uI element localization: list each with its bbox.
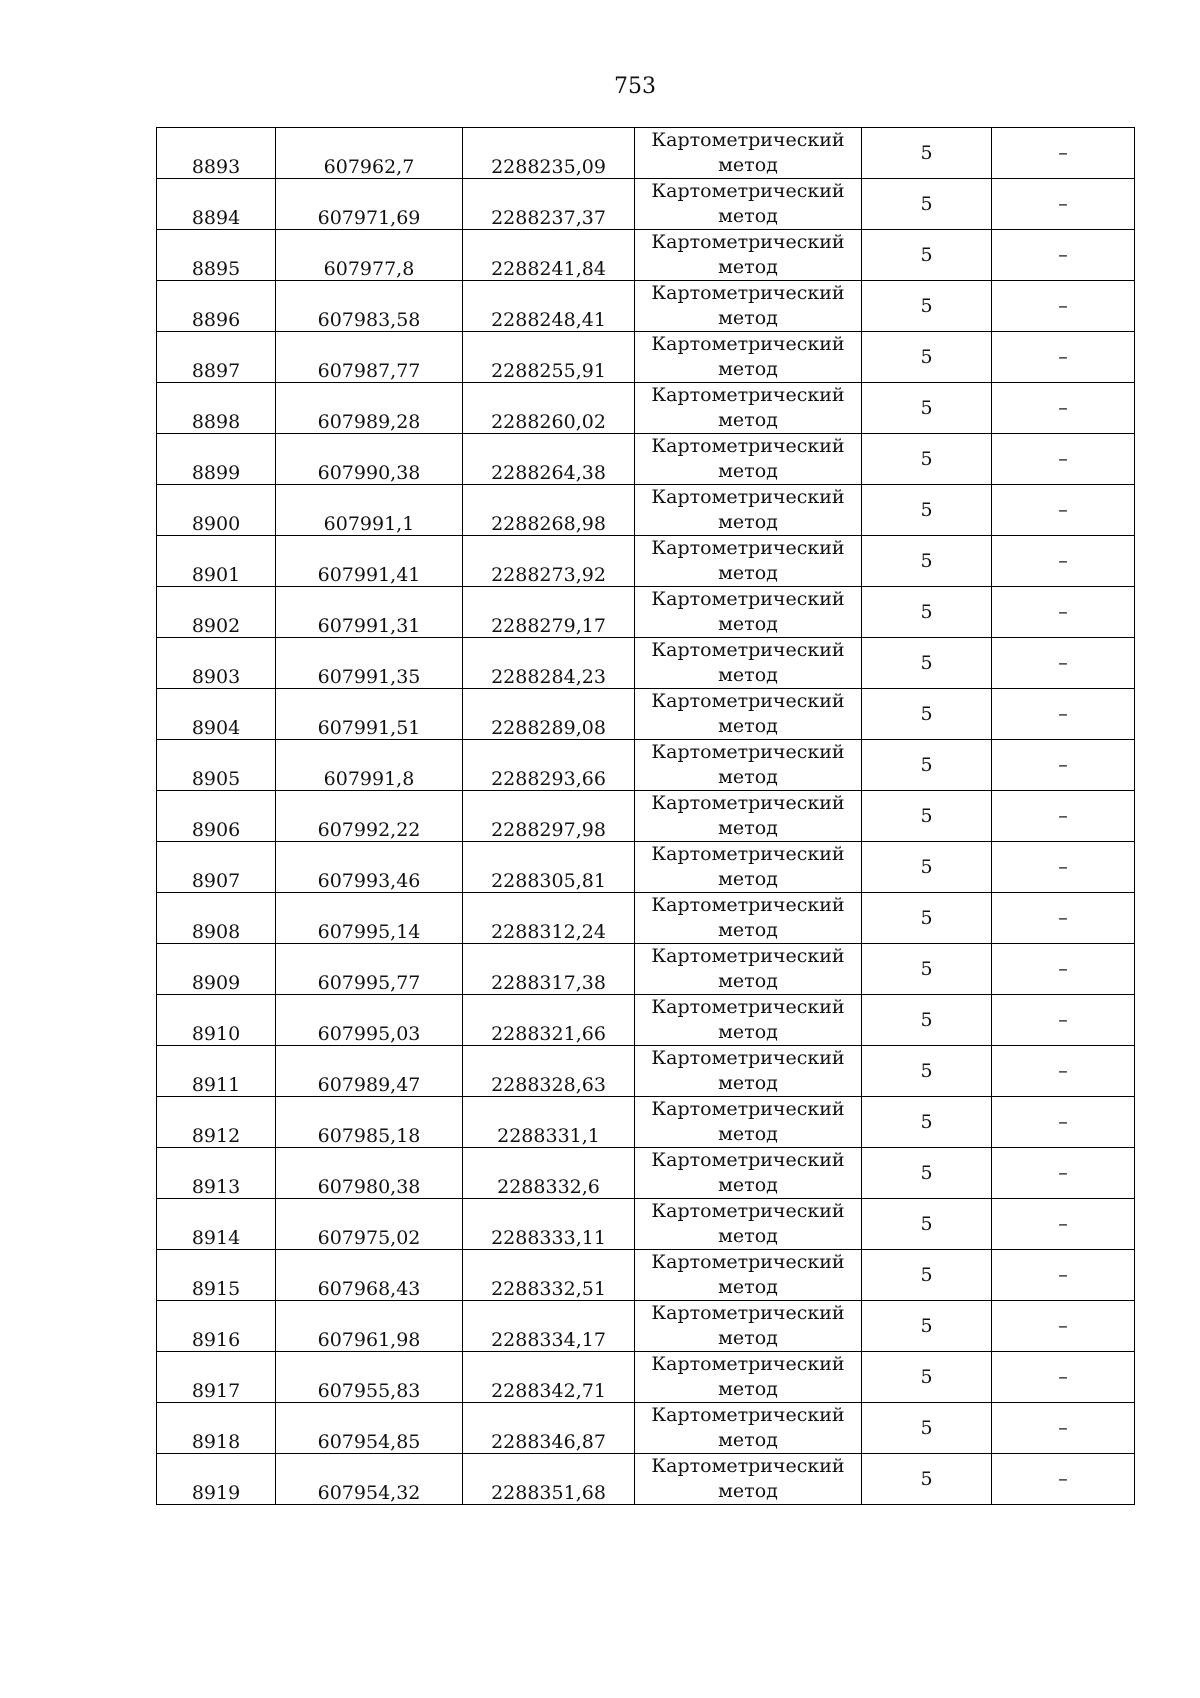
method-line-1: Картометрический [651,1200,845,1222]
x-coordinate-cell: 607993,46 [276,842,463,893]
table-row [157,1097,1135,1148]
point-number-cell: 8913 [157,1148,276,1199]
x-coordinate-cell: 607991,51 [276,689,463,740]
method-cell [635,128,862,179]
method-line-1: Картометрический [651,690,845,712]
y-coordinate-cell: 2288305,81 [463,842,635,893]
method-line-2: метод [718,307,778,329]
note-cell: – [992,434,1135,485]
table-row [157,995,1135,1046]
method-line-2: метод [718,1225,778,1247]
method-line-2: метод [718,1327,778,1349]
method-line-2: метод [718,868,778,890]
point-number-cell: 8903 [157,638,276,689]
x-coordinate-cell: 607980,38 [276,1148,463,1199]
method-line-2: метод [718,919,778,941]
y-coordinate-cell: 2288284,23 [463,638,635,689]
accuracy-cell: 5 [862,1301,992,1352]
x-coordinate-cell: 607990,38 [276,434,463,485]
note-cell: – [992,1454,1135,1505]
method-cell [635,689,862,740]
method-line-1: Картометрический [651,1251,845,1273]
note-cell: – [992,1250,1135,1301]
table-row [157,1403,1135,1454]
note-cell: – [992,1301,1135,1352]
x-coordinate-cell: 607954,32 [276,1454,463,1505]
table-row [157,689,1135,740]
x-coordinate-cell: 607991,31 [276,587,463,638]
table-row [157,1301,1135,1352]
method-cell [635,791,862,842]
point-number-cell: 8910 [157,995,276,1046]
x-coordinate-cell: 607992,22 [276,791,463,842]
note-cell: – [992,536,1135,587]
method-line-2: метод [718,154,778,176]
method-line-1: Картометрический [651,486,845,508]
method-line-1: Картометрический [651,945,845,967]
method-line-1: Картометрический [651,333,845,355]
table-row [157,434,1135,485]
point-number-cell: 8896 [157,281,276,332]
point-number-cell: 8904 [157,689,276,740]
method-line-2: метод [718,1174,778,1196]
method-cell [635,842,862,893]
table-row [157,842,1135,893]
y-coordinate-cell: 2288255,91 [463,332,635,383]
method-line-2: метод [718,715,778,737]
method-cell [635,638,862,689]
accuracy-cell: 5 [862,128,992,179]
point-number-cell: 8919 [157,1454,276,1505]
table-row [157,1352,1135,1403]
method-line-1: Картометрический [651,231,845,253]
table-row [157,332,1135,383]
method-cell [635,485,862,536]
x-coordinate-cell: 607977,8 [276,230,463,281]
accuracy-cell: 5 [862,740,992,791]
point-number-cell: 8917 [157,1352,276,1403]
x-coordinate-cell: 607989,28 [276,383,463,434]
note-cell: – [992,842,1135,893]
note-cell: – [992,1403,1135,1454]
accuracy-cell: 5 [862,842,992,893]
y-coordinate-cell: 2288279,17 [463,587,635,638]
note-cell: – [992,944,1135,995]
y-coordinate-cell: 2288268,98 [463,485,635,536]
method-cell [635,383,862,434]
point-number-cell: 8911 [157,1046,276,1097]
note-cell: – [992,332,1135,383]
table-row [157,383,1135,434]
method-cell [635,1046,862,1097]
method-line-1: Картометрический [651,1302,845,1324]
method-line-1: Картометрический [651,180,845,202]
note-cell: – [992,587,1135,638]
point-number-cell: 8907 [157,842,276,893]
table-row [157,230,1135,281]
method-cell [635,1097,862,1148]
y-coordinate-cell: 2288289,08 [463,689,635,740]
table-row [157,791,1135,842]
y-coordinate-cell: 2288328,63 [463,1046,635,1097]
x-coordinate-cell: 607985,18 [276,1097,463,1148]
table-row [157,1046,1135,1097]
note-cell: – [992,791,1135,842]
method-line-1: Картометрический [651,1353,845,1375]
x-coordinate-cell: 607961,98 [276,1301,463,1352]
note-cell: – [992,638,1135,689]
accuracy-cell: 5 [862,383,992,434]
method-cell [635,179,862,230]
point-number-cell: 8900 [157,485,276,536]
x-coordinate-cell: 607995,03 [276,995,463,1046]
method-cell [635,281,862,332]
method-line-1: Картометрический [651,1149,845,1171]
y-coordinate-cell: 2288235,09 [463,128,635,179]
method-line-2: метод [718,664,778,686]
method-cell [635,740,862,791]
y-coordinate-cell: 2288332,6 [463,1148,635,1199]
x-coordinate-cell: 607955,83 [276,1352,463,1403]
accuracy-cell: 5 [862,587,992,638]
point-number-cell: 8894 [157,179,276,230]
accuracy-cell: 5 [862,1352,992,1403]
y-coordinate-cell: 2288264,38 [463,434,635,485]
x-coordinate-cell: 607991,35 [276,638,463,689]
accuracy-cell: 5 [862,893,992,944]
method-line-2: метод [718,460,778,482]
table-row [157,179,1135,230]
y-coordinate-cell: 2288248,41 [463,281,635,332]
method-line-1: Картометрический [651,639,845,661]
method-line-2: метод [718,1123,778,1145]
y-coordinate-cell: 2288321,66 [463,995,635,1046]
y-coordinate-cell: 2288297,98 [463,791,635,842]
note-cell: – [992,485,1135,536]
note-cell: – [992,1352,1135,1403]
x-coordinate-cell: 607987,77 [276,332,463,383]
point-number-cell: 8906 [157,791,276,842]
note-cell: – [992,689,1135,740]
y-coordinate-cell: 2288331,1 [463,1097,635,1148]
method-line-2: метод [718,1021,778,1043]
x-coordinate-cell: 607962,7 [276,128,463,179]
method-line-1: Картометрический [651,384,845,406]
y-coordinate-cell: 2288334,17 [463,1301,635,1352]
point-number-cell: 8899 [157,434,276,485]
table-row [157,485,1135,536]
y-coordinate-cell: 2288241,84 [463,230,635,281]
x-coordinate-cell: 607991,8 [276,740,463,791]
point-number-cell: 8916 [157,1301,276,1352]
accuracy-cell: 5 [862,1046,992,1097]
x-coordinate-cell: 607975,02 [276,1199,463,1250]
accuracy-cell: 5 [862,1454,992,1505]
table-row [157,638,1135,689]
method-line-1: Картометрический [651,1047,845,1069]
method-line-1: Картометрический [651,792,845,814]
method-line-2: метод [718,409,778,431]
table-row [157,893,1135,944]
accuracy-cell: 5 [862,1403,992,1454]
point-number-cell: 8918 [157,1403,276,1454]
table-row [157,740,1135,791]
table-row [157,944,1135,995]
method-line-1: Картометрический [651,1404,845,1426]
y-coordinate-cell: 2288342,71 [463,1352,635,1403]
y-coordinate-cell: 2288293,66 [463,740,635,791]
note-cell: – [992,740,1135,791]
point-number-cell: 8914 [157,1199,276,1250]
method-line-2: метод [718,256,778,278]
y-coordinate-cell: 2288312,24 [463,893,635,944]
table-row [157,128,1135,179]
accuracy-cell: 5 [862,485,992,536]
method-line-2: метод [718,970,778,992]
method-line-1: Картометрический [651,129,845,151]
note-cell: – [992,281,1135,332]
note-cell: – [992,128,1135,179]
note-cell: – [992,1148,1135,1199]
method-line-2: метод [718,817,778,839]
point-number-cell: 8898 [157,383,276,434]
method-line-1: Картометрический [651,843,845,865]
point-number-cell: 8897 [157,332,276,383]
page-number: 753 [614,74,656,99]
point-number-cell: 8908 [157,893,276,944]
point-number-cell: 8895 [157,230,276,281]
note-cell: – [992,1199,1135,1250]
x-coordinate-cell: 607954,85 [276,1403,463,1454]
method-cell [635,995,862,1046]
method-cell [635,1352,862,1403]
y-coordinate-cell: 2288237,37 [463,179,635,230]
method-cell [635,434,862,485]
coordinates-table [156,127,1135,1505]
table-row [157,1199,1135,1250]
x-coordinate-cell: 607968,43 [276,1250,463,1301]
method-line-2: метод [718,1276,778,1298]
method-line-2: метод [718,1378,778,1400]
method-cell [635,332,862,383]
method-cell [635,1148,862,1199]
y-coordinate-cell: 2288317,38 [463,944,635,995]
accuracy-cell: 5 [862,944,992,995]
method-cell [635,536,862,587]
method-line-2: метод [718,511,778,533]
y-coordinate-cell: 2288273,92 [463,536,635,587]
point-number-cell: 8905 [157,740,276,791]
note-cell: – [992,1046,1135,1097]
table-row [157,1454,1135,1505]
point-number-cell: 8915 [157,1250,276,1301]
accuracy-cell: 5 [862,1250,992,1301]
accuracy-cell: 5 [862,1148,992,1199]
accuracy-cell: 5 [862,536,992,587]
note-cell: – [992,995,1135,1046]
point-number-cell: 8912 [157,1097,276,1148]
method-cell [635,230,862,281]
x-coordinate-cell: 607991,1 [276,485,463,536]
point-number-cell: 8902 [157,587,276,638]
method-cell [635,1199,862,1250]
y-coordinate-cell: 2288346,87 [463,1403,635,1454]
x-coordinate-cell: 607989,47 [276,1046,463,1097]
method-cell [635,1301,862,1352]
method-line-2: метод [718,205,778,227]
note-cell: – [992,1097,1135,1148]
table-row [157,587,1135,638]
method-line-2: метод [718,613,778,635]
y-coordinate-cell: 2288351,68 [463,1454,635,1505]
method-cell [635,1454,862,1505]
point-number-cell: 8909 [157,944,276,995]
method-cell [635,1403,862,1454]
x-coordinate-cell: 607983,58 [276,281,463,332]
table-row [157,1250,1135,1301]
method-line-1: Картометрический [651,588,845,610]
table-row [157,536,1135,587]
method-line-1: Картометрический [651,282,845,304]
coordinates-table-body [157,128,1135,1505]
accuracy-cell: 5 [862,434,992,485]
accuracy-cell: 5 [862,1199,992,1250]
y-coordinate-cell: 2288332,51 [463,1250,635,1301]
method-line-2: метод [718,766,778,788]
x-coordinate-cell: 607995,14 [276,893,463,944]
accuracy-cell: 5 [862,281,992,332]
method-line-1: Картометрический [651,435,845,457]
method-line-2: метод [718,1429,778,1451]
method-line-2: метод [718,1072,778,1094]
method-line-2: метод [718,358,778,380]
y-coordinate-cell: 2288260,02 [463,383,635,434]
accuracy-cell: 5 [862,791,992,842]
accuracy-cell: 5 [862,230,992,281]
method-cell [635,587,862,638]
accuracy-cell: 5 [862,995,992,1046]
table-row [157,1148,1135,1199]
method-cell [635,893,862,944]
accuracy-cell: 5 [862,332,992,383]
note-cell: – [992,179,1135,230]
point-number-cell: 8893 [157,128,276,179]
accuracy-cell: 5 [862,689,992,740]
method-line-1: Картометрический [651,741,845,763]
method-line-1: Картометрический [651,537,845,559]
method-line-1: Картометрический [651,1098,845,1120]
point-number-cell: 8901 [157,536,276,587]
note-cell: – [992,893,1135,944]
y-coordinate-cell: 2288333,11 [463,1199,635,1250]
method-cell [635,944,862,995]
note-cell: – [992,383,1135,434]
table-row [157,281,1135,332]
method-cell [635,1250,862,1301]
accuracy-cell: 5 [862,638,992,689]
method-line-2: метод [718,562,778,584]
method-line-1: Картометрический [651,1455,845,1477]
note-cell: – [992,230,1135,281]
x-coordinate-cell: 607971,69 [276,179,463,230]
accuracy-cell: 5 [862,1097,992,1148]
accuracy-cell: 5 [862,179,992,230]
x-coordinate-cell: 607995,77 [276,944,463,995]
method-line-1: Картометрический [651,996,845,1018]
x-coordinate-cell: 607991,41 [276,536,463,587]
method-line-2: метод [718,1480,778,1502]
method-line-1: Картометрический [651,894,845,916]
